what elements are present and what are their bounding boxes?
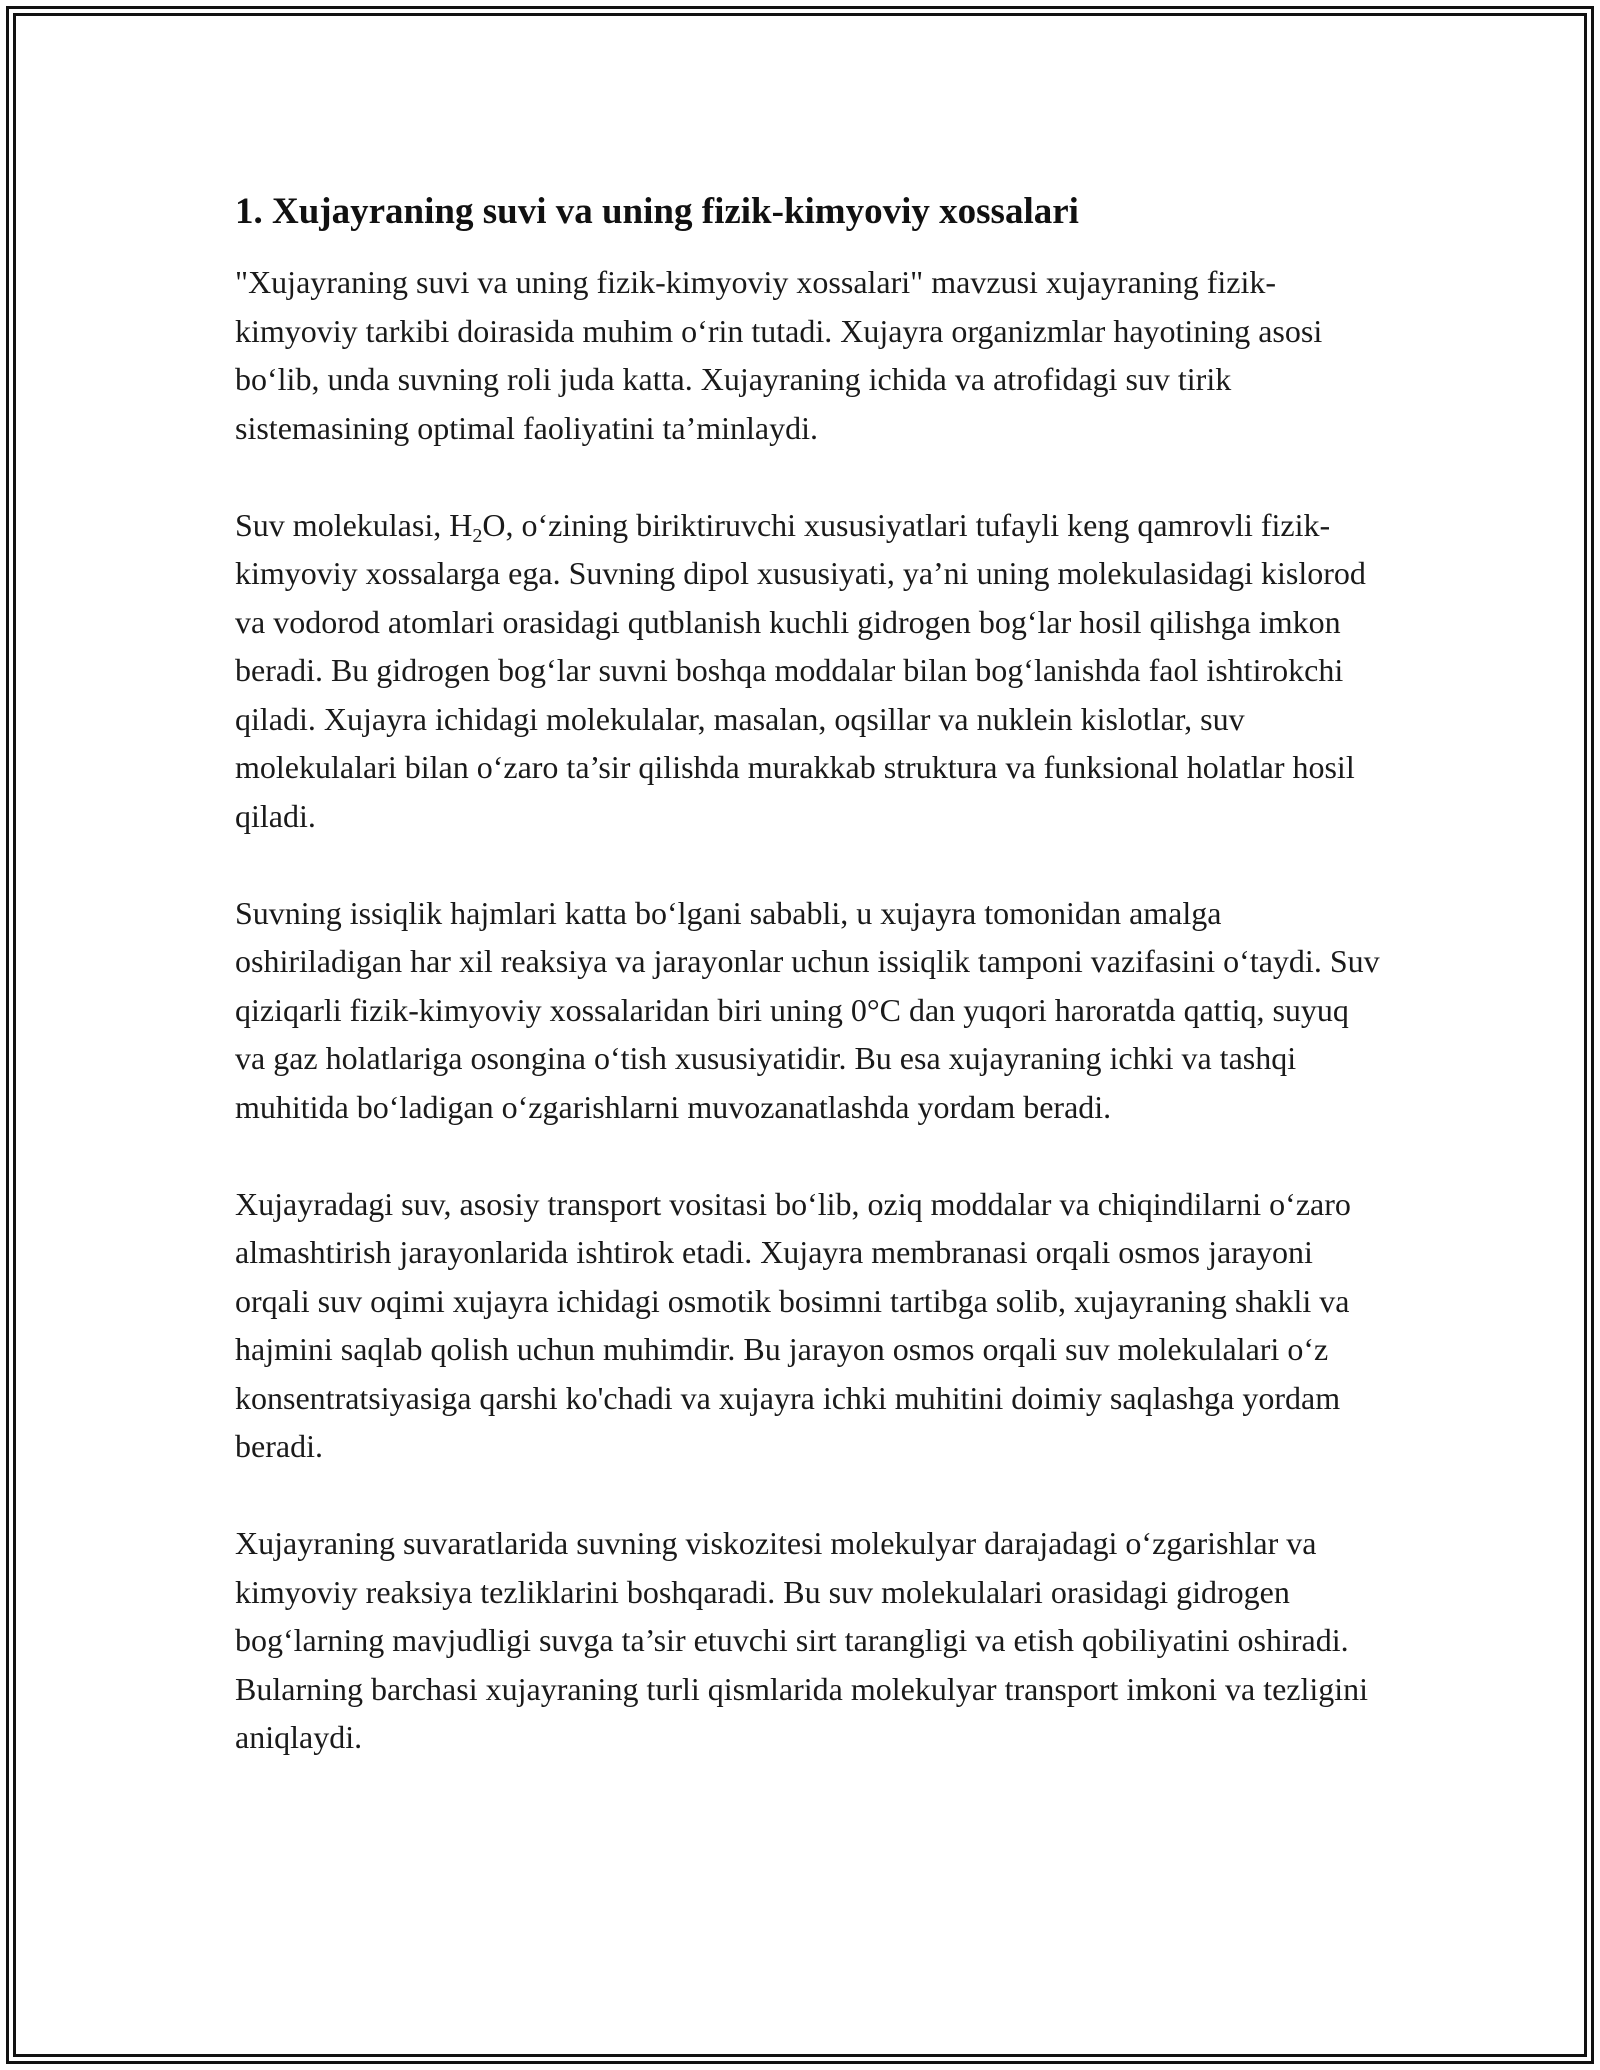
paragraph-water-molecule-rest: O, o‘zining biriktiruvchi xususiyatlari tufayli keng qamrovli fizik-kimyoviy xossalarga ega. Suvning dipol xususiyati, ya’ni uning molekulasidagi kislorod va vodorod atomlari orasidagi qutblanish kuchli gidrogen bog‘lar hosil qilishga imkon beradi. Bu gidrogen bog‘lar suvni boshqa moddalar bilan bog‘lanishda faol ishtirokchi qiladi. Xujayra ichidagi molekulalar, masalan, oqsillar va nuklein kislotlar, suv molekulalari bilan o‘zaro ta’sir qilishda murakkab struktura va funksional holatlar hosil qiladi. xyxy=(235,506,1366,834)
paragraph-water-molecule-start: Suv molekulasi, H xyxy=(235,506,473,543)
paragraph-heat-capacity: Suvning issiqlik hajmlari katta bo‘lgani sababli, u xujayra tomonidan amalga oshiriladigan har xil reaksiya va jarayonlar uchun issiqlik tamponi vazifasini o‘taydi. Suv qiziqarli fizik-kimyoviy xossalaridan biri uning 0°C dan yuqori haroratda qattiq, suyuq va gaz holatlariga osongina o‘tish xususiyatidir. Bu esa xujayraning ichki va tashqi muhitida bo‘ladigan o‘zgarishlarni muvozanatlashda yordam beradi. xyxy=(235,894,1380,1125)
paragraph-viscosity: Xujayraning suvaratlarida suvning viskozitesi molekulyar darajadagi o‘zgarishlar va kimyoviy reaksiya tezliklarini boshqaradi. Bu suv molekulalari orasidagi gidrogen bog‘larning mavjudligi suvga ta’sir etuvchi sirt tarangligi va etish qobiliyatini oshiradi. Bularning barchasi xujayraning turli qismlarida molekulyar transport imkoni va tezligini aniqlaydi. xyxy=(235,1525,1369,1755)
paragraph-water-molecule xyxy=(235,501,1385,841)
section-heading: 1. Xujayraning suvi va uning fizik-kimyoviy xossalari xyxy=(235,191,1079,232)
paragraph-intro: "Xujayraning suvi va uning fizik-kimyoviy xossalari" mavzusi xujayraning fizik-kimyoviy tarkibi doirasida muhim o‘rin tutadi. Xujayra organizmlar hayotining asosi bo‘lib, unda suvning roli juda katta. Xujayraning ichida va atrofidagi suv tirik sistemasining optimal faoliyatini ta’minlaydi. xyxy=(235,264,1323,446)
paragraph-transport: Xujayradagi suv, asosiy transport vositasi bo‘lib, oziq moddalar va chiqindilarni o‘zaro almashtirish jarayonlarida ishtirok etadi. Xujayra membranasi orqali osmos jarayoni orqali suv oqimi xujayra ichidagi osmotik bosimni tartibga solib, xujayraning shakli va hajmini saqlab qolish uchun muhimdir. Bu jarayon osmos orqali suv molekulalari o‘z konsentratsiyasiga qarshi ko'chadi va xujayra ichki muhitini doimiy saqlashga yordam beradi. xyxy=(235,1185,1351,1464)
subscript-two: 2 xyxy=(472,524,483,547)
document-page xyxy=(235,188,1385,1762)
